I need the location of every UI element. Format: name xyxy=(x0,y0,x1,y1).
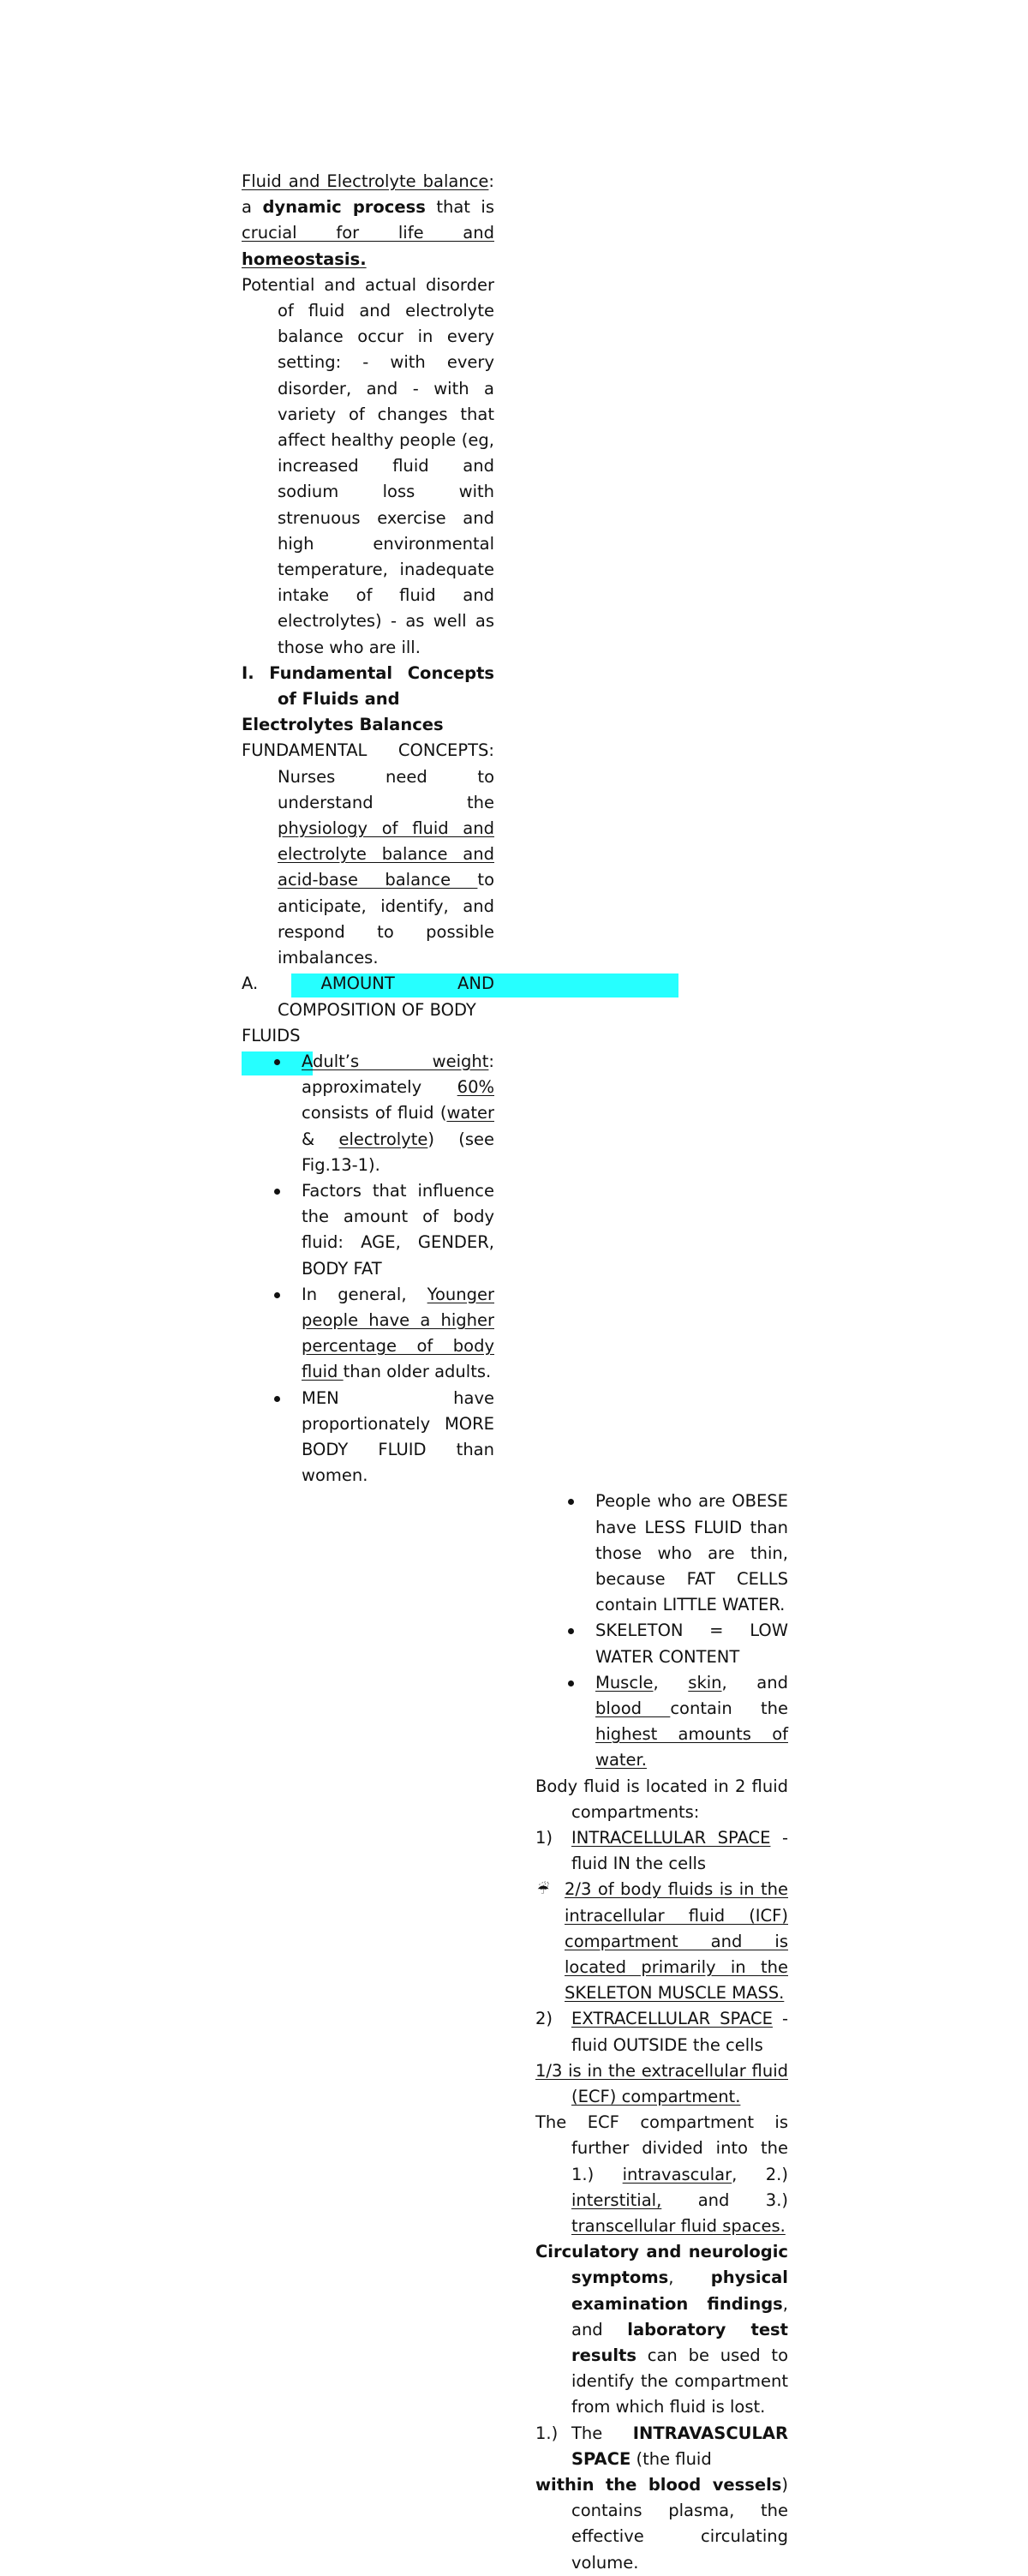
intro-paragraph: Fluid and Electrolyte balance: a dynamic process that is crucial for life and homeostasis. xyxy=(242,171,495,269)
umbrella-icon: ☔ xyxy=(537,1881,550,1898)
bullet-factors: Factors that influence the amount of body fluid: AGE, GENDER, BODY FAT xyxy=(242,1178,494,1282)
item-intracellular: 1) INTRACELLULAR SPACE - fluid IN the cells xyxy=(535,1828,788,1874)
note-two-thirds: ☔ 2/3 of body fluids is in the intracellular fluid (ICF) compartment and is located primarily in the SKELETON MUSCLE MASS. xyxy=(535,1877,788,2006)
bullet-adult-weight: Adult’s weight: approximately 60% consists of fluid (water & electrolyte) (see Fig.13-1). xyxy=(242,1049,494,1178)
physiology-underline: physiology of fluid and electrolyte balance and acid-base balance xyxy=(278,818,494,890)
bullet-men: MEN have proportionately MORE BODY FLUID than women. xyxy=(242,1386,494,1489)
left-column xyxy=(242,169,494,1489)
heading-fundamental-concepts: I. Fundamental Concepts of Fluids and xyxy=(242,662,494,710)
heading-electrolytes-balances: Electrolytes Balances xyxy=(242,715,444,735)
homeostasis: homeostasis. xyxy=(242,249,367,269)
term-fluid-electrolyte: Fluid and Electrolyte balance xyxy=(242,171,489,191)
fundamental-paragraph: FUNDAMENTAL CONCEPTS: Nurses need to understand the physiology of fluid and electrolyte balance and acid-base balance to anticipate, identify, and respond to possible imbalances. xyxy=(242,740,494,968)
section-a-fluids: FLUIDS xyxy=(242,1025,301,1045)
ecf-paragraph: The ECF compartment is further divided into the 1.) intravascular, 2.) interstitial, and 3.) transcellular fluid spaces. xyxy=(535,2112,788,2237)
one-third-ecf: 1/3 is in the extracellular fluid (ECF) compartment. xyxy=(535,2060,788,2107)
within-blood-vessels: within the blood vessels) contains plasma, the effective circulating volume. xyxy=(535,2475,788,2573)
bullet-skeleton: SKELETON = LOW WATER CONTENT xyxy=(535,1618,788,1669)
bullet-younger-people: In general, Younger people have a higher percentage of body fluid than older adults. xyxy=(242,1282,494,1386)
potential-paragraph: Potential and actual disorder of fluid and electrolyte balance occur in every setting: - with every disorder, and - with a variety of changes that affect healthy people (eg, increased fluid and sodium loss with strenuous exercise and high environmental temperature, inadequate intake of fluid and electrolytes) - as well as those who are ill. xyxy=(242,274,494,657)
item-intravascular: 1.) The INTRAVASCULAR SPACE (the fluid xyxy=(535,2423,788,2469)
bullet-obese: People who are OBESE have LESS FLUID than those who are thin, because FAT CELLS contain LITTLE WATER. xyxy=(535,1489,788,1618)
body-fluid-located: Body fluid is located in 2 fluid compartments: xyxy=(535,1776,788,1822)
section-a-heading: A. AMOUNT AND COMPOSITION OF BODY xyxy=(242,973,494,1020)
dynamic-process: dynamic process xyxy=(262,197,426,218)
item-extracellular: 2) EXTRACELLULAR SPACE - fluid OUTSIDE the cells xyxy=(535,2009,788,2055)
crucial-for-life: crucial for life and xyxy=(242,223,494,243)
bullet-muscle-skin-blood: Muscle, skin, and blood contain the highest amounts of water. xyxy=(535,1670,788,1774)
right-column xyxy=(535,1489,788,2576)
circulatory-paragraph: Circulatory and neurologic symptoms, physical examination findings, and laboratory test results can be used to identify the compartment from which fluid is lost. xyxy=(535,2242,788,2417)
